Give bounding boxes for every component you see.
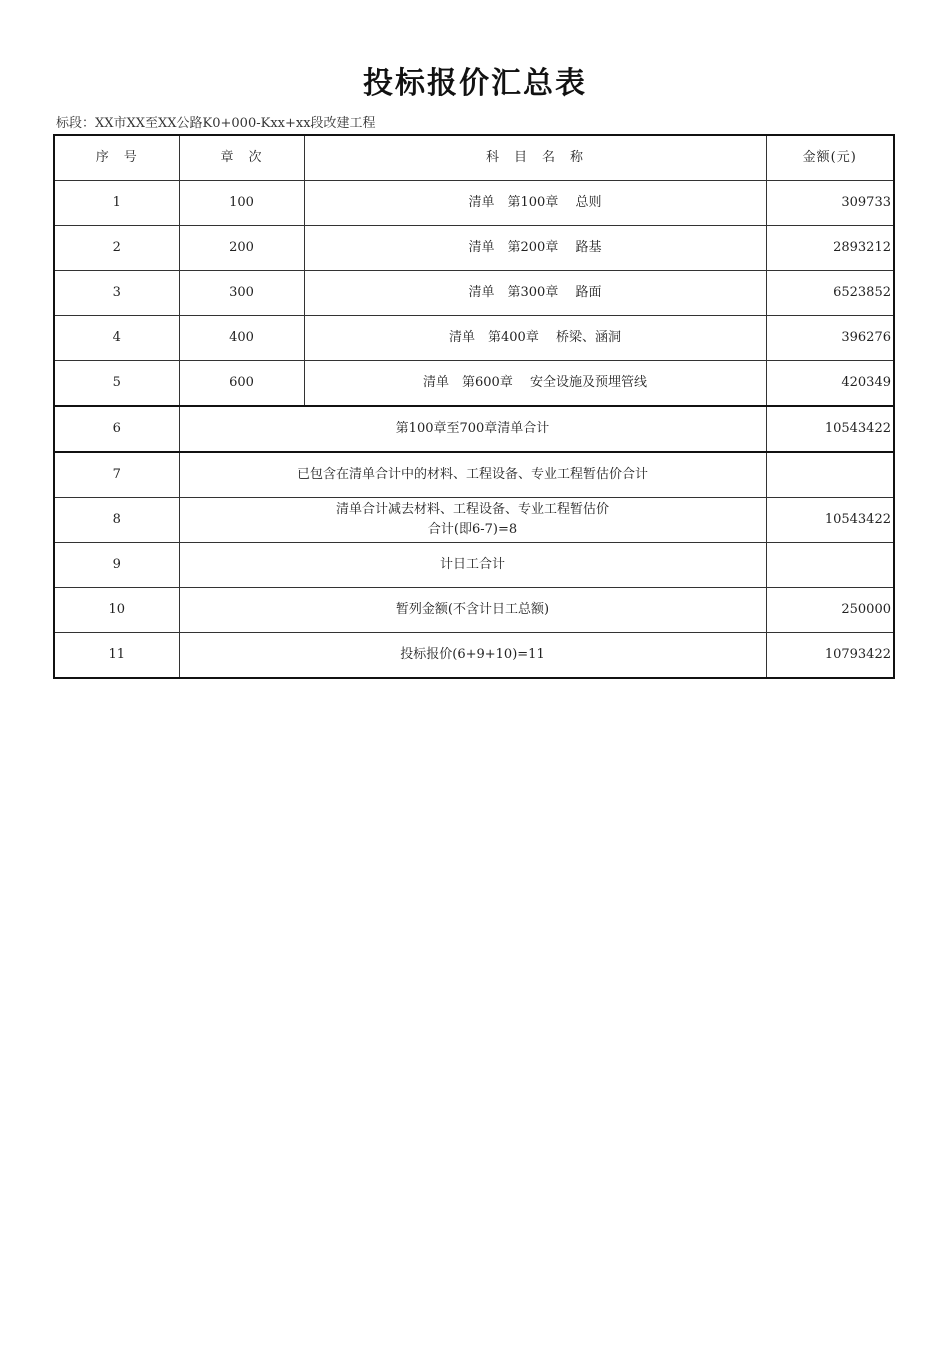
row-seq: 4 [54,316,179,361]
table-row [54,181,894,226]
table-row [54,316,894,361]
row-name-line1: 清单合计减去材料、工程设备、专业工程暂估价 [335,501,609,517]
row-seq: 1 [54,181,179,226]
row-name-line2: 合计(即6-7)=8 [427,522,518,537]
table-row-total [54,406,894,452]
table-row-total [54,633,894,679]
row-name: 清单 第600章 安全设施及预埋管线 [304,361,766,407]
row-name [179,498,766,543]
row-seq: 5 [54,361,179,407]
row-amount: 396276 [766,316,894,361]
row-amount: 10793422 [766,633,894,679]
row-seq: 11 [54,633,179,679]
header-amount: 金额(元) [766,135,894,181]
table-row [54,361,894,407]
row-amount [766,452,894,498]
row-chapter: 200 [179,226,304,271]
header-seq: 序 号 [54,135,179,181]
row-name: 暂列金额(不含计日工总额) [179,588,766,633]
row-seq: 7 [54,452,179,498]
row-chapter: 100 [179,181,304,226]
bid-summary-table [53,134,895,679]
row-amount: 309733 [766,181,894,226]
page-title: 投标报价汇总表 [363,66,587,101]
row-name: 已包含在清单合计中的材料、工程设备、专业工程暂估价合计 [179,452,766,498]
table-row-total [54,543,894,588]
row-name: 清单 第200章 路基 [304,226,766,271]
row-seq: 8 [54,498,179,543]
row-amount [766,543,894,588]
row-name: 第100章至700章清单合计 [179,406,766,452]
row-amount: 420349 [766,361,894,407]
row-chapter: 600 [179,361,304,407]
row-name: 清单 第400章 桥梁、涵洞 [304,316,766,361]
table-row [54,271,894,316]
table-row [54,226,894,271]
row-seq: 6 [54,406,179,452]
table-row-total [54,498,894,543]
row-seq: 9 [54,543,179,588]
row-amount: 6523852 [766,271,894,316]
row-seq: 10 [54,588,179,633]
row-chapter: 400 [179,316,304,361]
header-chapter: 章 次 [179,135,304,181]
table-row-total [54,452,894,498]
row-amount: 250000 [766,588,894,633]
table-row-total [54,588,894,633]
row-name: 计日工合计 [179,543,766,588]
section-label: 标段：XX市XX至XX公路K0+000-Kxx+xx段改建工程 [56,116,376,131]
table-header-row [54,135,894,181]
row-amount: 10543422 [766,498,894,543]
row-seq: 2 [54,226,179,271]
header-subject: 科 目 名 称 [304,135,766,181]
row-name: 清单 第100章 总则 [304,181,766,226]
row-name: 清单 第300章 路面 [304,271,766,316]
row-seq: 3 [54,271,179,316]
row-name: 投标报价(6+9+10)=11 [179,633,766,679]
row-amount: 10543422 [766,406,894,452]
row-chapter: 300 [179,271,304,316]
row-amount: 2893212 [766,226,894,271]
